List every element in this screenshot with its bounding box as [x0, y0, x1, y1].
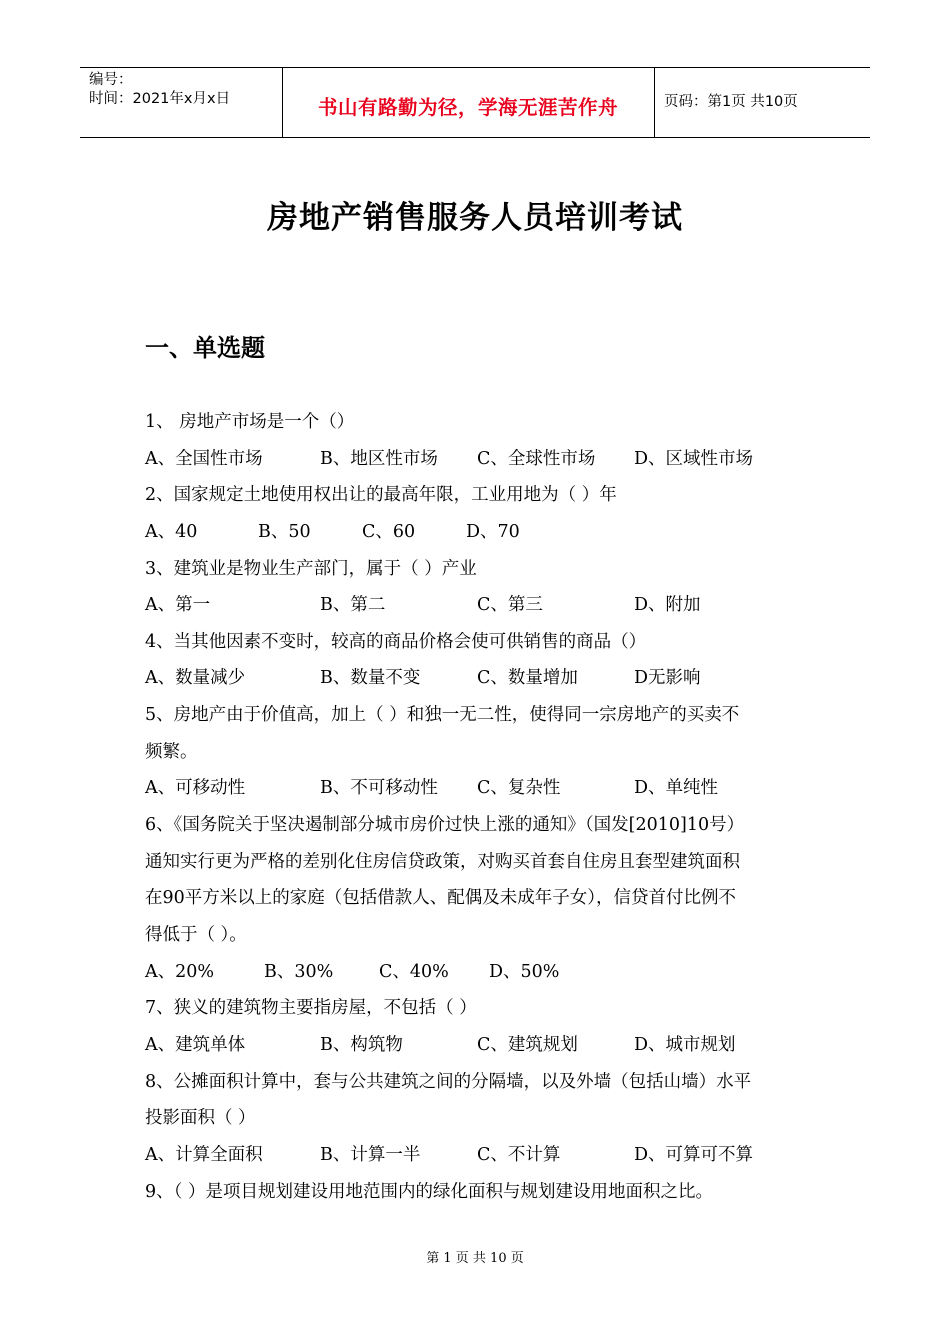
question-3-options — [145, 593, 825, 617]
option-a: A、20% — [145, 962, 215, 982]
question-5: 5、房地产由于价值高，加上（ ）和独一无二性，使得同一宗房地产的买卖不 — [145, 705, 740, 725]
option-b: B、地区性市场 — [320, 449, 438, 469]
header-page-cell — [655, 68, 870, 137]
question-9: 9、（ ）是项目规划建设用地范围内的绿化面积与规划建设用地面积之比。 — [145, 1182, 713, 1202]
option-a: A、40 — [145, 522, 198, 542]
option-c: C、60 — [362, 522, 416, 542]
option-b: B、数量不变 — [320, 668, 421, 688]
option-d: D、单纯性 — [634, 778, 719, 798]
question-5-options — [145, 776, 825, 800]
question-3: 3、建筑业是物业生产部门，属于（ ）产业 — [145, 559, 477, 579]
question-7: 7、狭义的建筑物主要指房屋，不包括（ ） — [145, 998, 477, 1018]
question-7-options — [145, 1033, 825, 1057]
option-d: D、可算可不算 — [634, 1145, 754, 1165]
option-c: C、40% — [379, 962, 449, 982]
option-b: B、构筑物 — [320, 1035, 403, 1055]
page-footer: 第 1 页 共 10 页 — [426, 1251, 524, 1266]
option-b: B、计算一半 — [320, 1145, 421, 1165]
question-1-options — [145, 447, 825, 471]
option-c: C、第三 — [477, 595, 543, 615]
option-c: C、全球性市场 — [477, 449, 596, 469]
question-6: 6、《国务院关于坚决遏制部分城市房价过快上涨的通知》（国发[2010]10号） — [145, 815, 745, 835]
option-b: B、不可移动性 — [320, 778, 438, 798]
option-c: C、不计算 — [477, 1145, 561, 1165]
option-a: A、计算全面积 — [145, 1145, 263, 1165]
option-b: B、50 — [258, 522, 311, 542]
page-info: 页码：第1页 共10页 — [664, 94, 798, 110]
document-title: 房地产销售服务人员培训考试 — [267, 200, 683, 236]
option-d: D、城市规划 — [634, 1035, 736, 1055]
header-motto-cell — [282, 68, 655, 137]
question-6-cont-1: 通知实行更为严格的差别化住房信贷政策，对购买首套自住房且套型建筑面积 — [145, 852, 740, 872]
question-6-options — [145, 960, 825, 984]
time-label: 时间：2021年x月x日 — [89, 91, 231, 107]
question-6-cont-2: 在90平方米以上的家庭（包括借款人、配偶及未成年子女），信贷首付比例不 — [145, 888, 737, 908]
option-d: D、区域性市场 — [634, 449, 754, 469]
option-c: C、建筑规划 — [477, 1035, 578, 1055]
section-title: 一、单选题 — [145, 334, 265, 362]
option-a: A、数量减少 — [145, 668, 246, 688]
option-a: A、全国性市场 — [145, 449, 263, 469]
question-6-cont-3: 得低于（ ）。 — [145, 925, 247, 945]
option-c: C、数量增加 — [477, 668, 578, 688]
option-b: B、30% — [264, 962, 334, 982]
option-c: C、复杂性 — [477, 778, 561, 798]
option-a: A、第一 — [145, 595, 211, 615]
option-d: D、50% — [489, 962, 560, 982]
question-4-options — [145, 666, 825, 690]
option-d: D、附加 — [634, 595, 701, 615]
option-b: B、第二 — [320, 595, 386, 615]
document-header — [80, 67, 870, 138]
option-a: A、可移动性 — [145, 778, 246, 798]
option-a: A、建筑单体 — [145, 1035, 246, 1055]
motto: 书山有路勤为径，学海无涯苦作舟 — [317, 96, 618, 119]
question-2-options — [145, 520, 825, 544]
question-8-options — [145, 1143, 825, 1167]
option-d: D无影响 — [634, 668, 701, 688]
question-8-cont: 投影面积（ ） — [145, 1108, 256, 1128]
question-2: 2、国家规定土地使用权出让的最高年限，工业用地为（ ）年 — [145, 485, 617, 505]
question-8: 8、公摊面积计算中，套与公共建筑之间的分隔墙，以及外墙（包括山墙）水平 — [145, 1072, 752, 1092]
question-5-cont: 频繁。 — [145, 742, 198, 762]
number-label: 编号： — [89, 72, 133, 88]
question-4: 4、当其他因素不变时，较高的商品价格会使可供销售的商品（） — [145, 632, 647, 652]
option-d: D、70 — [466, 522, 520, 542]
question-1: 1、 房地产市场是一个（） — [145, 412, 355, 432]
header-meta-cell — [80, 68, 283, 137]
